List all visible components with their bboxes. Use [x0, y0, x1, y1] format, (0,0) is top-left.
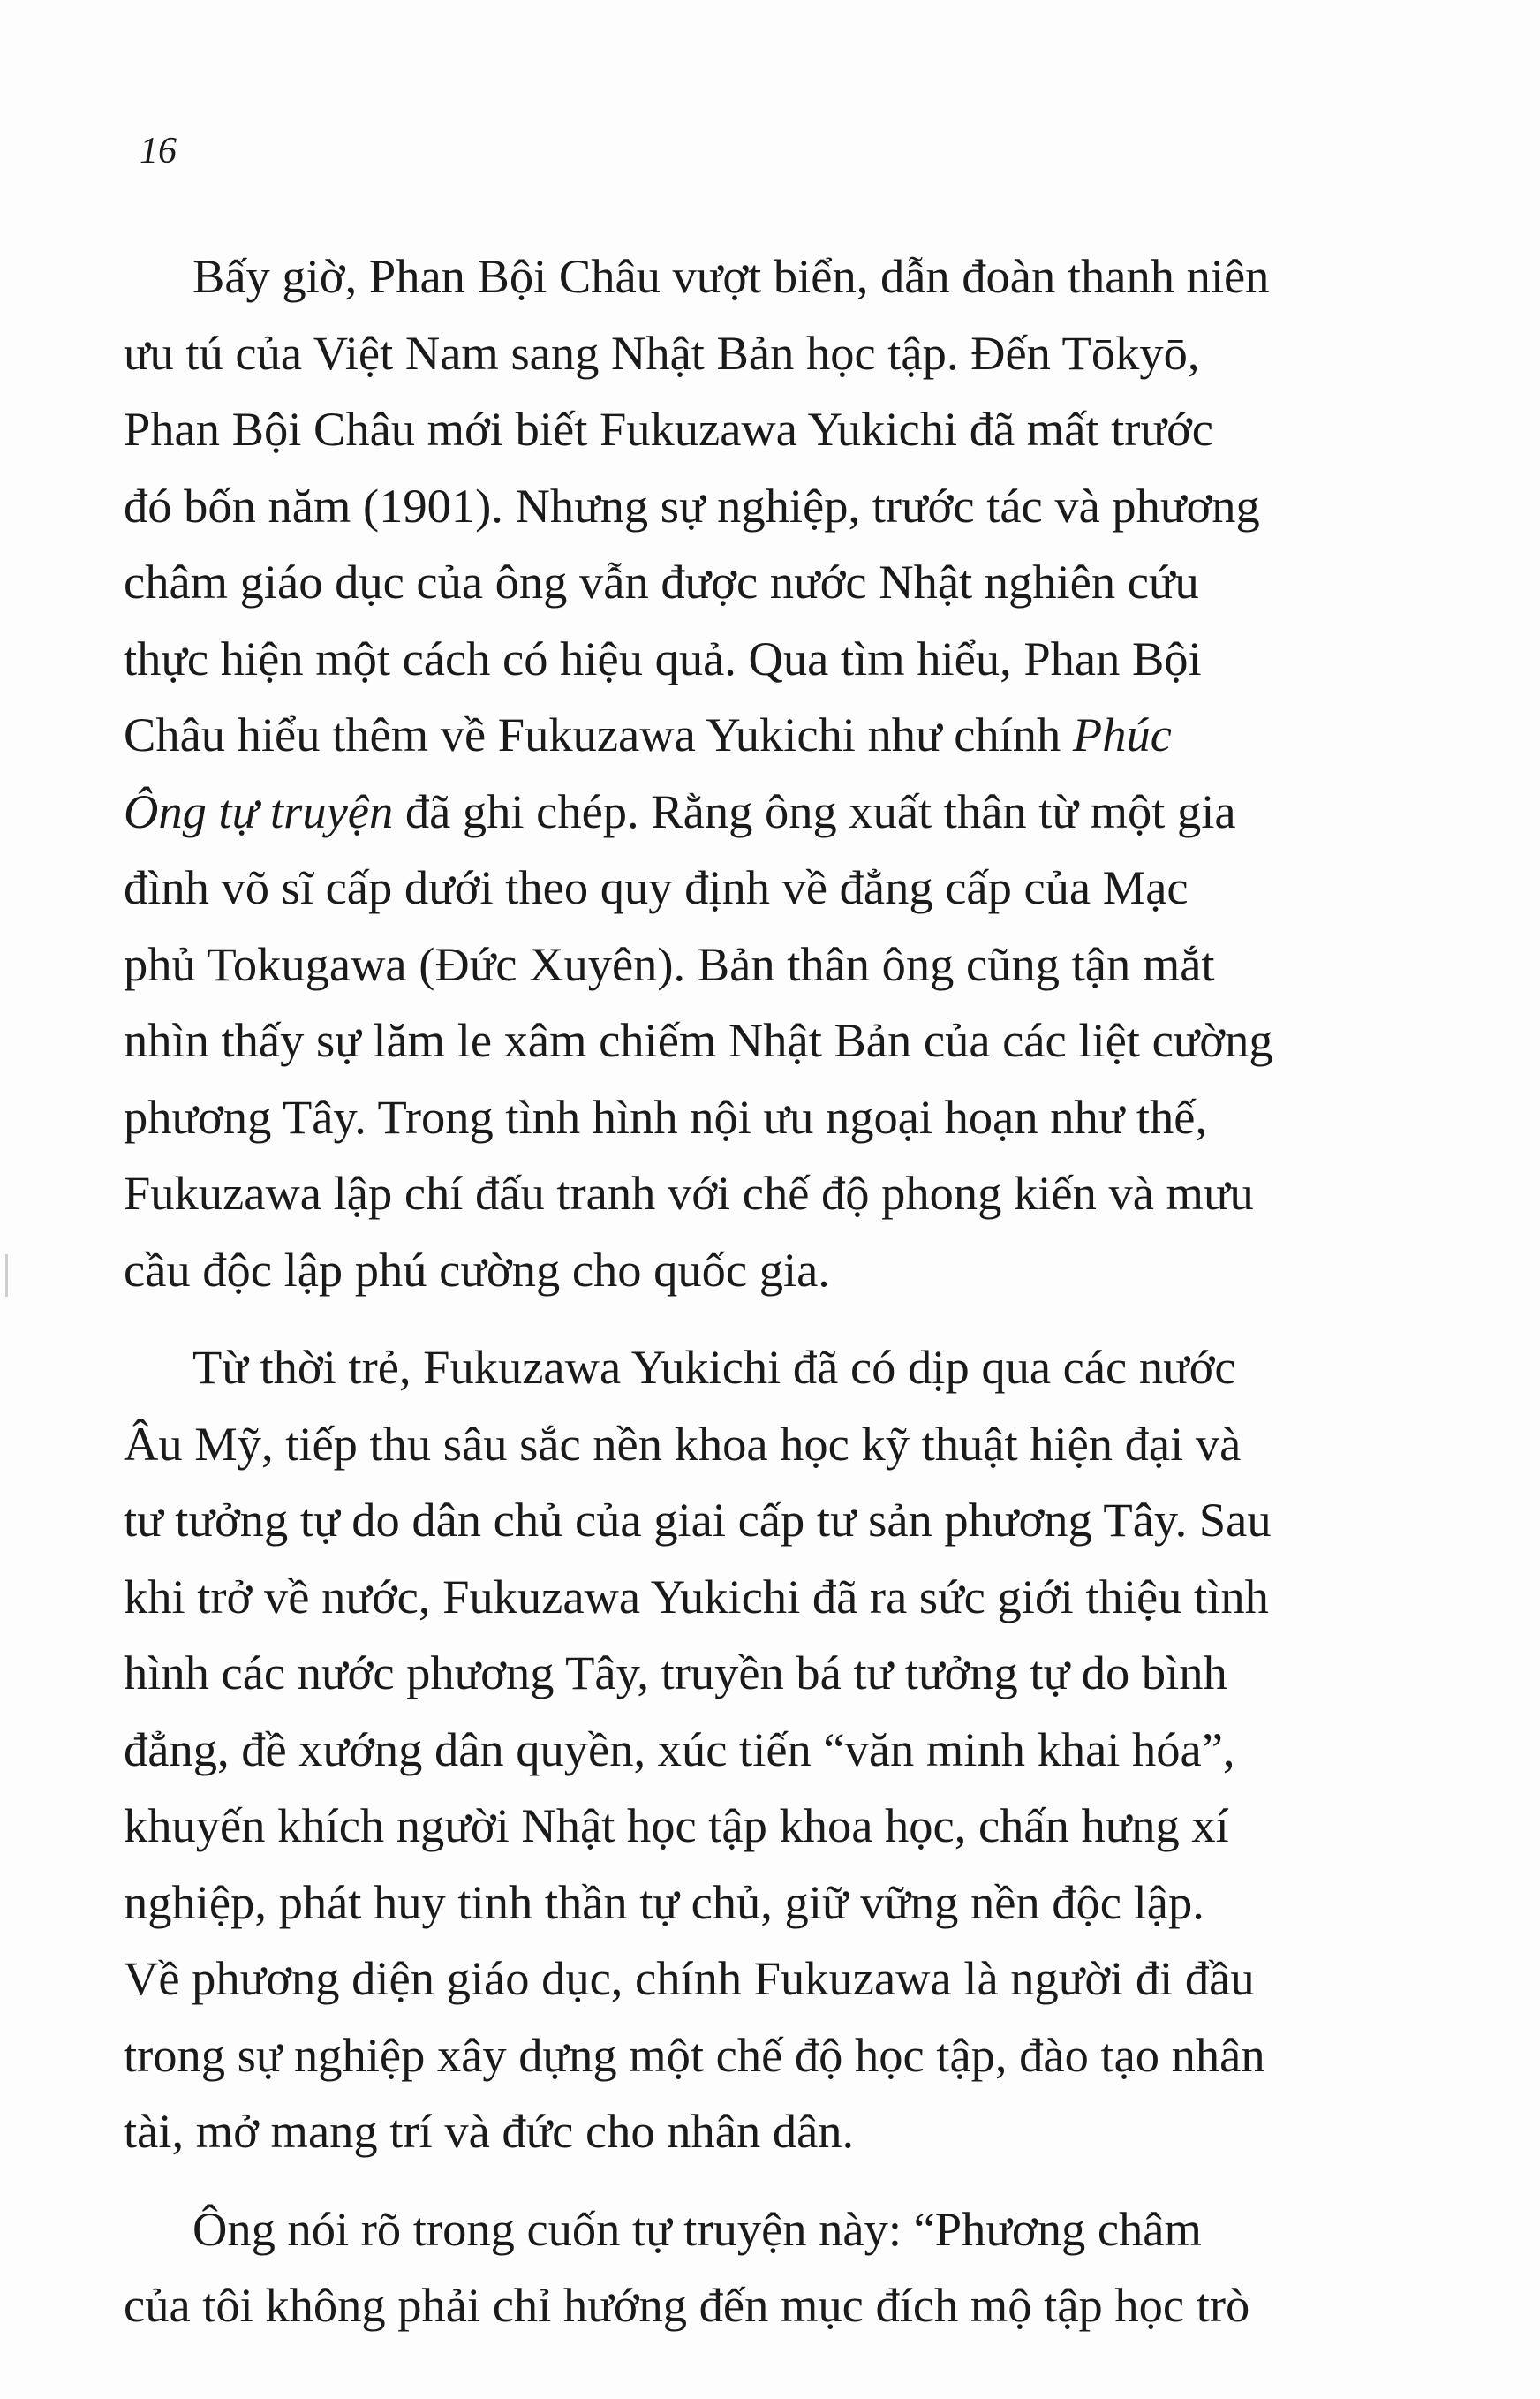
text-line: trong sự nghiệp xây dựng một chế độ học tập, đào tạo nhân [124, 2027, 1265, 2082]
paragraph-2 [124, 1329, 1413, 2170]
text-line: nghiệp, phát huy tinh thần tự chủ, giữ vững nền độc lập. [124, 1874, 1204, 1929]
text-line: cầu độc lập phú cường cho quốc gia. [124, 1242, 830, 1297]
text-line: đẳng, đề xướng dân quyền, xúc tiến “văn minh khai hóa”, [124, 1722, 1235, 1776]
book-title-italic: Phúc [1072, 708, 1172, 761]
text-line: tư tưởng tự do dân chủ của giai cấp tư sản phương Tây. Sau [124, 1493, 1272, 1547]
text-line: khuyến khích người Nhật học tập khoa học, chấn hưng xí [124, 1798, 1229, 1852]
text-line: khi trở về nước, Fukuzawa Yukichi đã ra sức giới thiệu tình [124, 1569, 1269, 1623]
text-line: Bấy giờ, Phan Bội Châu vượt biển, dẫn đoàn thanh niên [192, 249, 1270, 303]
text-line: Từ thời trẻ, Fukuzawa Yukichi đã có dịp qua các nước [192, 1340, 1236, 1394]
text-line: nhìn thấy sự lăm le xâm chiếm Nhật Bản của các liệt cường [124, 1013, 1273, 1067]
book-title-italic: Ông tự truyện [124, 783, 394, 838]
text-line: ưu tú của Việt Nam sang Nhật Bản học tập. Đến Tōkyō, [124, 325, 1200, 380]
page-number: 16 [140, 131, 177, 171]
text-line [124, 774, 1413, 851]
text-line: châm giáo dục của ông vẫn được nước Nhật nghiên cứu [124, 555, 1199, 609]
text-line: phủ Tokugawa (Đức Xuyên). Bản thân ông cũng tận mắt [124, 936, 1215, 991]
text-line [124, 697, 1413, 774]
paragraph-1 [124, 238, 1413, 1308]
text-line: Ông nói rõ trong cuốn tự truyện này: “Phương châm [192, 2201, 1202, 2256]
text-line: Âu Mỹ, tiếp thu sâu sắc nền khoa học kỹ thuật hiện đại và [124, 1416, 1242, 1471]
scan-edge-mark [5, 1254, 8, 1297]
text-line: Về phương diện giáo dục, chính Fukuzawa là người đi đầu [124, 1951, 1255, 2005]
text-line: tài, mở mang trí và đức cho nhân dân. [124, 2104, 855, 2158]
text-line: phương Tây. Trong tình hình nội ưu ngoại hoạn như thế, [124, 1089, 1208, 1144]
text-line: đó bốn năm (1901). Nhưng sự nghiệp, trước tác và phương [124, 478, 1260, 533]
text-line-start: Châu hiểu thêm về Fukuzawa Yukichi như chính [124, 708, 1073, 761]
text-line-rest: đã ghi chép. Rằng ông xuất thân từ một gia [393, 783, 1236, 838]
text-line: của tôi không phải chỉ hướng đến mục đích mộ tập học trò [124, 2278, 1250, 2332]
text-line: thực hiện một cách có hiệu quả. Qua tìm hiểu, Phan Bội [124, 631, 1202, 685]
text-line: Phan Bội Châu mới biết Fukuzawa Yukichi đã mất trước [124, 402, 1213, 456]
text-line: Fukuzawa lập chí đấu tranh với chế độ phong kiến và mưu [124, 1166, 1254, 1220]
text-line: hình các nước phương Tây, truyền bá tư tưởng tự do bình [124, 1646, 1227, 1699]
body-text [124, 238, 1413, 2344]
text-line: đình võ sĩ cấp dưới theo quy định về đẳng cấp của Mạc [124, 860, 1189, 914]
paragraph-3 [124, 2191, 1413, 2344]
